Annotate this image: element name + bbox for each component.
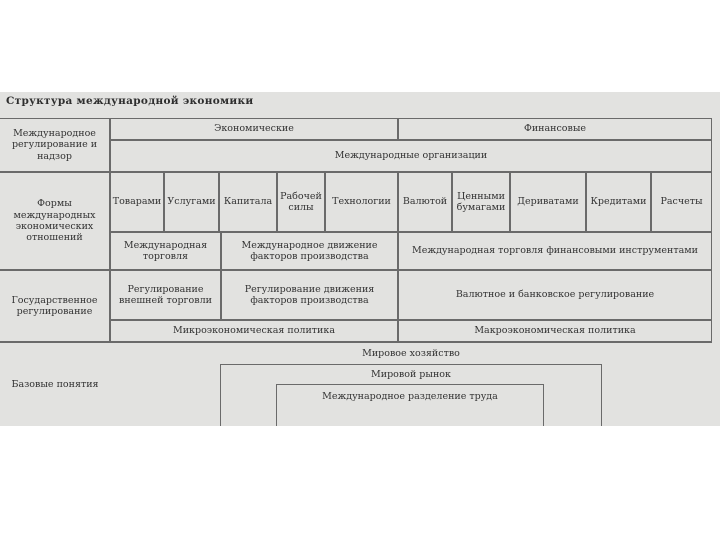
label-basic: Базовые понятия [0,342,110,426]
cell-financial: Финансовые [398,118,712,140]
division-of-labor-label: Международное разделение труда [322,391,498,402]
cell-capital: Капитала [219,172,277,232]
cell-services: Услугами [164,172,219,232]
structure-diagram [0,92,720,426]
label-state-regulation: Государственное регулирование [0,270,110,342]
cell-goods: Товарами [110,172,164,232]
cell-international-orgs: Международные организации [110,140,712,172]
cell-credits: Кредитами [586,172,651,232]
cell-macro-policy: Макроэкономическая политика [398,320,712,342]
cell-labor: Рабочей силы [277,172,325,232]
cell-financial-trade: Международная торговля финансовыми инструментами [398,232,712,270]
cell-settlements: Расчеты [651,172,712,232]
cell-trade-regulation: Регулирование внешней торговли [110,270,221,320]
world-market-label: Мировой рынок [371,369,451,380]
cell-derivatives: Дериватами [510,172,586,232]
cell-factor-regulation: Регулирование движения факторов производства [221,270,398,320]
cell-currency-banking-regulation: Валютное и банковское регулирование [398,270,712,320]
cell-currency: Валютой [398,172,452,232]
box-division-of-labor [276,384,544,426]
cell-international-trade: Международная торговля [110,232,221,270]
cell-technology: Технологии [325,172,398,232]
cell-securities: Ценными бумагами [452,172,510,232]
label-regulation: Международное регулирование и надзор [0,118,110,172]
diagram-title: Структура международной экономики [6,95,254,107]
label-forms: Формы международных экономических отношений [0,172,110,270]
cell-micro-policy: Микроэкономическая политика [110,320,398,342]
cell-factor-movement: Международное движение факторов производства [221,232,398,270]
cell-economic: Экономические [110,118,398,140]
cell-world-economy: Мировое хозяйство [110,342,712,364]
